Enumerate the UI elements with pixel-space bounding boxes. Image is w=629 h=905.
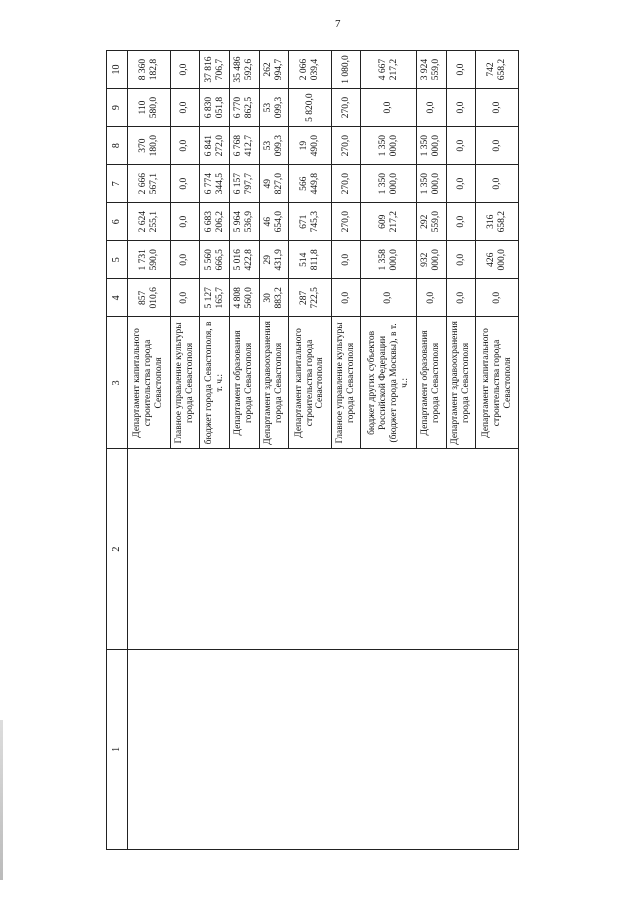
value-cell: 1 350 000,0 bbox=[417, 165, 447, 203]
value-cell: 932 000,0 bbox=[417, 241, 447, 279]
value-cell: 1 731 590,0 bbox=[128, 241, 171, 279]
value-cell: 287 722,5 bbox=[289, 279, 332, 317]
value-cell: 0,0 bbox=[446, 89, 476, 127]
value-cell: 0,0 bbox=[446, 241, 476, 279]
value-cell: 0,0 bbox=[170, 89, 200, 127]
value-cell: 5 016 422,8 bbox=[229, 241, 259, 279]
value-cell: 0,0 bbox=[446, 279, 476, 317]
value-cell: 0,0 bbox=[361, 279, 417, 317]
value-cell: 37 816 706,7 bbox=[200, 51, 230, 89]
value-cell: 3 924 559,0 bbox=[417, 51, 447, 89]
value-cell: 6 157 797,7 bbox=[229, 165, 259, 203]
value-cell: 1 350 000,0 bbox=[417, 127, 447, 165]
value-cell: 1 350 000,0 bbox=[361, 165, 417, 203]
row-label: Департамент капитального строительства города Севастополя bbox=[128, 317, 171, 449]
value-cell: 1 080,0 bbox=[331, 51, 361, 89]
table-row bbox=[128, 51, 171, 850]
scan-edge-shadow bbox=[0, 720, 3, 880]
column-header: 3 bbox=[107, 317, 128, 449]
value-cell: 19 490,0 bbox=[289, 127, 332, 165]
row-label: Департамент капитального строительства города Севастополя bbox=[289, 317, 332, 449]
page-number: 7 bbox=[335, 18, 341, 30]
value-cell: 29 431,9 bbox=[259, 241, 289, 279]
value-cell: 742 658,2 bbox=[476, 51, 519, 89]
column-header: 10 bbox=[107, 51, 128, 89]
value-cell: 1 350 000,0 bbox=[361, 127, 417, 165]
value-cell: 270,0 bbox=[331, 127, 361, 165]
value-cell: 5 964 536,9 bbox=[229, 203, 259, 241]
value-cell: 566 449,8 bbox=[289, 165, 332, 203]
value-cell: 6 770 862,5 bbox=[229, 89, 259, 127]
value-cell: 316 658,2 bbox=[476, 203, 519, 241]
value-cell: 514 811,8 bbox=[289, 241, 332, 279]
value-cell: 0,0 bbox=[476, 89, 519, 127]
value-cell: 0,0 bbox=[170, 51, 200, 89]
column-header: 2 bbox=[107, 449, 128, 649]
value-cell: 0,0 bbox=[476, 165, 519, 203]
value-cell: 35 486 592,6 bbox=[229, 51, 259, 89]
value-cell: 6 768 412,7 bbox=[229, 127, 259, 165]
value-cell: 5 820,0 bbox=[289, 89, 332, 127]
column-header: 4 bbox=[107, 279, 128, 317]
value-cell: 0,0 bbox=[417, 279, 447, 317]
column-header: 6 bbox=[107, 203, 128, 241]
value-cell: 0,0 bbox=[331, 241, 361, 279]
value-cell: 292 559,0 bbox=[417, 203, 447, 241]
value-cell: 110 580,0 bbox=[128, 89, 171, 127]
value-cell: 857 010,6 bbox=[128, 279, 171, 317]
cell-col-1 bbox=[128, 649, 519, 849]
value-cell: 53 099,3 bbox=[259, 89, 289, 127]
budget-table bbox=[106, 50, 519, 850]
row-label: бюджет других субъектов Российской Федерации (бюджет города Москвы), в т. ч.: bbox=[361, 317, 417, 449]
value-cell: 6 774 344,5 bbox=[200, 165, 230, 203]
rotated-table-container bbox=[106, 50, 519, 850]
value-cell: 0,0 bbox=[170, 127, 200, 165]
row-label: Департамент здравоохранения города Севастополя bbox=[259, 317, 289, 449]
value-cell: 0,0 bbox=[170, 165, 200, 203]
value-cell: 0,0 bbox=[170, 203, 200, 241]
value-cell: 0,0 bbox=[446, 127, 476, 165]
table-body bbox=[128, 51, 519, 850]
value-cell: 46 654,0 bbox=[259, 203, 289, 241]
cell-col-2 bbox=[128, 449, 519, 649]
value-cell: 30 883,2 bbox=[259, 279, 289, 317]
value-cell: 0,0 bbox=[331, 279, 361, 317]
value-cell: 671 745,3 bbox=[289, 203, 332, 241]
row-label: Департамент образования города Севастополя bbox=[417, 317, 447, 449]
value-cell: 4 808 560,0 bbox=[229, 279, 259, 317]
row-label: Главное управление культуры города Севастополя bbox=[170, 317, 200, 449]
value-cell: 5 560 666,5 bbox=[200, 241, 230, 279]
value-cell: 6 683 206,2 bbox=[200, 203, 230, 241]
value-cell: 2 624 255,1 bbox=[128, 203, 171, 241]
value-cell: 1 358 000,0 bbox=[361, 241, 417, 279]
value-cell: 0,0 bbox=[476, 127, 519, 165]
value-cell: 270,0 bbox=[331, 89, 361, 127]
row-label: Департамент образования города Севастополя bbox=[229, 317, 259, 449]
value-cell: 53 099,3 bbox=[259, 127, 289, 165]
value-cell: 6 830 051,8 bbox=[200, 89, 230, 127]
column-header: 9 bbox=[107, 89, 128, 127]
row-label: Департамент капитального строительства города Севастополя bbox=[476, 317, 519, 449]
value-cell: 49 827,0 bbox=[259, 165, 289, 203]
row-label: Департамент здравоохранения города Севастополя bbox=[446, 317, 476, 449]
value-cell: 0,0 bbox=[446, 165, 476, 203]
value-cell: 0,0 bbox=[476, 279, 519, 317]
value-cell: 262 994,7 bbox=[259, 51, 289, 89]
table-header-row bbox=[107, 51, 128, 850]
row-label: бюджет города Севастополя, в т. ч.: bbox=[200, 317, 230, 449]
value-cell: 270,0 bbox=[331, 203, 361, 241]
column-header: 1 bbox=[107, 649, 128, 849]
value-cell: 2 066 039,4 bbox=[289, 51, 332, 89]
value-cell: 426 000,0 bbox=[476, 241, 519, 279]
value-cell: 370 180,0 bbox=[128, 127, 171, 165]
value-cell: 0,0 bbox=[361, 89, 417, 127]
value-cell: 4 667 217,2 bbox=[361, 51, 417, 89]
value-cell: 5 127 165,7 bbox=[200, 279, 230, 317]
value-cell: 2 666 567,1 bbox=[128, 165, 171, 203]
value-cell: 0,0 bbox=[446, 51, 476, 89]
value-cell: 0,0 bbox=[446, 203, 476, 241]
column-header: 5 bbox=[107, 241, 128, 279]
value-cell: 270,0 bbox=[331, 165, 361, 203]
value-cell: 609 217,2 bbox=[361, 203, 417, 241]
column-header: 8 bbox=[107, 127, 128, 165]
value-cell: 0,0 bbox=[170, 241, 200, 279]
value-cell: 8 360 182,8 bbox=[128, 51, 171, 89]
value-cell: 6 841 272,0 bbox=[200, 127, 230, 165]
column-header: 7 bbox=[107, 165, 128, 203]
value-cell: 0,0 bbox=[417, 89, 447, 127]
value-cell: 0,0 bbox=[170, 279, 200, 317]
row-label: Главное управление культуры города Севастополя bbox=[331, 317, 361, 449]
